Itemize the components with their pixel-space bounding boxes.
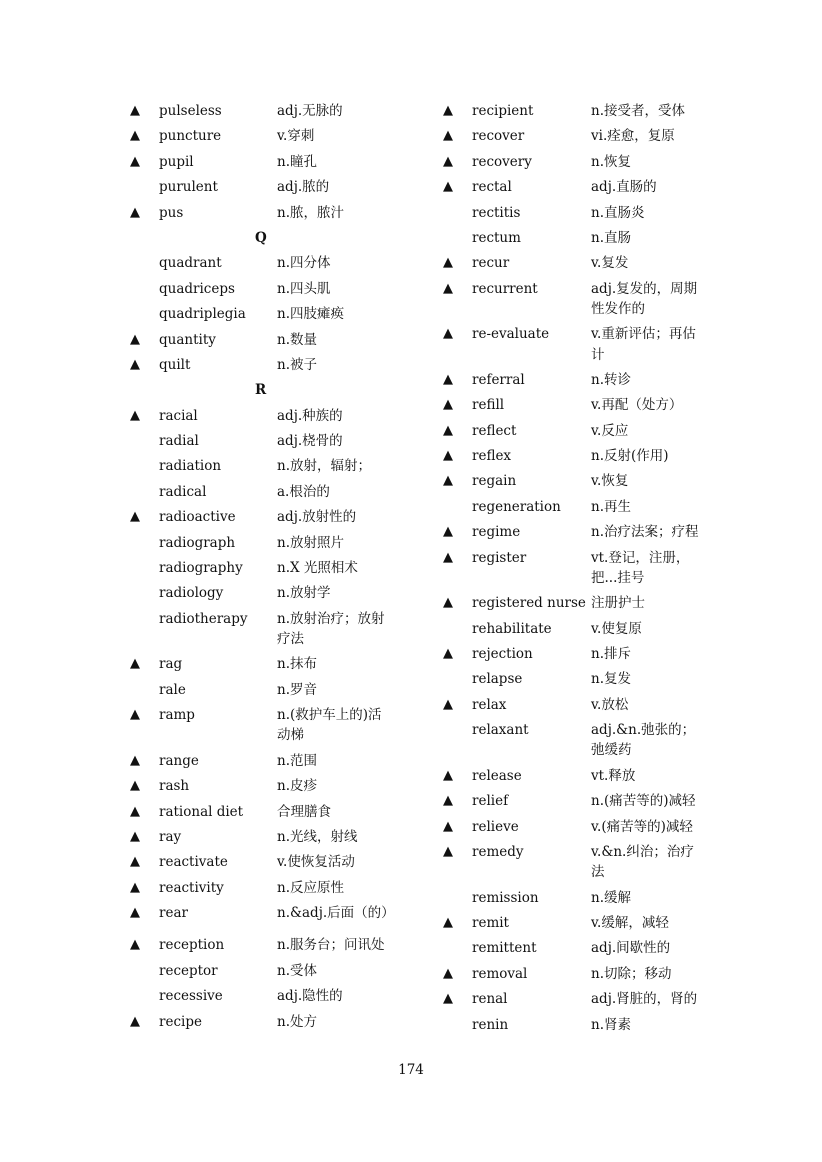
entry-term: ray <box>159 828 182 845</box>
entry-definition: n.数量 <box>277 331 317 348</box>
entry-term: relax <box>472 696 507 713</box>
glossary-entry <box>443 644 733 664</box>
entry-term: pulseless <box>159 103 222 119</box>
triangle-marker-icon: ▲ <box>130 153 140 169</box>
entry-definition: n.光线，射线 <box>277 828 358 845</box>
entry-definition: adj.种族的 <box>277 407 343 424</box>
glossary-entry <box>130 878 410 898</box>
entry-term: remit <box>472 914 509 931</box>
entry-definition: n.瞳孔 <box>277 153 317 170</box>
entry-definition: n.治疗法案；疗程 <box>591 524 699 541</box>
entry-term: radical <box>159 483 207 500</box>
glossary-entry <box>130 406 410 426</box>
glossary-entry <box>130 203 410 223</box>
entry-term: remedy <box>472 843 524 860</box>
triangle-marker-icon: ▲ <box>130 356 140 372</box>
glossary-entry <box>130 456 410 476</box>
entry-term: release <box>472 767 522 784</box>
glossary-entry <box>443 446 733 466</box>
page-number: 174 <box>398 1062 424 1078</box>
entry-term: quilt <box>159 356 191 373</box>
entry-definition: n.反射(作用) <box>591 448 669 465</box>
triangle-marker-icon: ▲ <box>443 549 453 565</box>
entry-definition: n.直肠炎 <box>591 204 645 221</box>
entry-term: reception <box>159 937 225 954</box>
entry-definition: n.放射治疗；放射疗法 <box>277 610 385 648</box>
glossary-entry <box>130 431 410 451</box>
triangle-marker-icon: ▲ <box>130 509 140 525</box>
triangle-marker-icon: ▲ <box>130 656 140 672</box>
entry-definition: n.被子 <box>277 356 317 373</box>
triangle-marker-icon: ▲ <box>443 371 453 387</box>
section-letter-heading: R <box>255 382 267 399</box>
entry-term: range <box>159 752 199 769</box>
entry-term: rale <box>159 681 186 698</box>
entry-term: re-evaluate <box>472 326 550 343</box>
entry-term: quadrant <box>159 255 222 272</box>
entry-term: reactivity <box>159 879 224 896</box>
triangle-marker-icon: ▲ <box>130 752 140 768</box>
glossary-entry <box>130 533 410 553</box>
entry-definition: n.放射学 <box>277 585 331 602</box>
entry-definition: n.X 光照相术 <box>277 560 358 577</box>
triangle-marker-icon: ▲ <box>443 280 453 296</box>
entry-term: recurrent <box>472 280 538 297</box>
entry-definition: v.穿刺 <box>277 128 315 145</box>
triangle-marker-icon: ▲ <box>443 397 453 413</box>
triangle-marker-icon: ▲ <box>443 818 453 834</box>
glossary-entry <box>443 888 733 908</box>
triangle-marker-icon: ▲ <box>130 803 140 819</box>
glossary-entry <box>130 961 410 981</box>
entry-definition: n.恢复 <box>591 153 631 170</box>
entry-definition: n.放射，辐射； <box>277 458 371 475</box>
entry-definition: v.使恢复活动 <box>277 854 355 871</box>
glossary-entry <box>130 986 410 1006</box>
glossary-entry <box>443 101 733 121</box>
entry-term: rear <box>159 905 188 922</box>
triangle-marker-icon: ▲ <box>130 128 140 144</box>
triangle-marker-icon: ▲ <box>443 326 453 342</box>
glossary-entry <box>130 903 410 923</box>
entry-definition: adj.复发的，周期性发作的 <box>591 280 698 317</box>
triangle-marker-icon: ▲ <box>130 204 140 220</box>
entry-term: relief <box>472 793 509 810</box>
glossary-entry <box>130 776 410 796</box>
entry-definition: n.(救护车上的)活动梯 <box>277 707 382 744</box>
glossary-entry <box>130 482 410 502</box>
entry-definition: n.缓解 <box>591 889 631 906</box>
triangle-marker-icon: ▲ <box>443 767 453 783</box>
glossary-entry <box>443 913 733 933</box>
glossary-entry <box>443 522 733 542</box>
glossary-entry <box>130 507 410 527</box>
entry-term: relieve <box>472 818 519 835</box>
triangle-marker-icon: ▲ <box>130 707 140 723</box>
glossary-entry <box>443 766 733 786</box>
entry-definition: v.反应 <box>591 422 629 439</box>
triangle-marker-icon: ▲ <box>443 914 453 930</box>
triangle-marker-icon: ▲ <box>130 828 140 844</box>
glossary-entry <box>443 842 733 882</box>
glossary-entry <box>443 152 733 172</box>
glossary-entry <box>443 720 733 760</box>
triangle-marker-icon: ▲ <box>443 991 453 1007</box>
entry-term: registered nurse <box>472 595 586 612</box>
entry-term: relapse <box>472 671 523 688</box>
entry-term: relaxant <box>472 722 529 739</box>
entry-term: pus <box>159 204 184 221</box>
glossary-entry <box>443 938 733 958</box>
entry-definition: adj.肾脏的，肾的 <box>591 991 698 1008</box>
glossary-entry <box>130 330 410 350</box>
triangle-marker-icon: ▲ <box>130 778 140 794</box>
entry-definition: v.再配（处方） <box>591 397 683 414</box>
entry-definition: n.罗音 <box>277 681 317 698</box>
entry-definition: n.转诊 <box>591 371 631 388</box>
entry-term: quadriceps <box>159 280 235 297</box>
entry-term: referral <box>472 371 525 388</box>
entry-term: radiation <box>159 458 222 475</box>
entry-definition: n.皮疹 <box>277 778 317 795</box>
glossary-entry <box>443 964 733 984</box>
entry-term: radial <box>159 433 199 450</box>
entry-term: radiotherapy <box>159 610 248 627</box>
glossary-entry <box>443 669 733 689</box>
entry-definition: n.&adj.后面（的） <box>277 905 395 922</box>
entry-term: purulent <box>159 179 218 196</box>
entry-term: remission <box>472 889 539 906</box>
entry-definition: v.放松 <box>591 696 629 713</box>
glossary-entry <box>130 126 410 146</box>
entry-definition: v.复发 <box>591 255 629 272</box>
triangle-marker-icon: ▲ <box>443 179 453 195</box>
triangle-marker-icon: ▲ <box>130 103 140 118</box>
glossary-entry <box>130 177 410 197</box>
entry-definition: n.再生 <box>591 498 631 515</box>
triangle-marker-icon: ▲ <box>443 646 453 662</box>
glossary-entry <box>443 228 733 248</box>
entry-definition: n.四肢瘫痪 <box>277 306 344 323</box>
glossary-entry <box>443 497 733 517</box>
entry-term: radiography <box>159 560 243 577</box>
glossary-entry <box>130 751 410 771</box>
entry-term: rag <box>159 656 183 673</box>
entry-definition: adj.间歇性的 <box>591 940 671 957</box>
entry-term: regime <box>472 524 521 541</box>
right-column <box>443 101 733 1040</box>
triangle-marker-icon: ▲ <box>130 879 140 895</box>
entry-term: refill <box>472 397 505 414</box>
glossary-entry <box>130 101 410 121</box>
glossary-entry <box>130 355 410 375</box>
triangle-marker-icon: ▲ <box>130 331 140 347</box>
entry-definition: a.根治的 <box>277 483 330 500</box>
entry-definition: n.抹布 <box>277 656 317 673</box>
entry-term: rehabilitate <box>472 620 552 637</box>
entry-term: ramp <box>159 707 195 724</box>
entry-definition: adj.&n.弛张的；弛缓药 <box>591 722 696 759</box>
glossary-entry <box>130 558 410 578</box>
triangle-marker-icon: ▲ <box>443 448 453 464</box>
entry-term: register <box>472 549 527 566</box>
entry-definition: n.受体 <box>277 962 317 979</box>
glossary-entry <box>130 253 410 273</box>
left-column <box>130 101 410 1037</box>
entry-definition: vi.痊愈，复原 <box>591 128 675 145</box>
entry-term: radiograph <box>159 534 236 551</box>
entry-term: removal <box>472 965 528 982</box>
entry-definition: v.重新评估；再估计 <box>591 326 696 363</box>
triangle-marker-icon: ▲ <box>443 153 453 169</box>
entry-definition: n.肾素 <box>591 1016 631 1033</box>
section-letter-heading: Q <box>255 229 267 246</box>
entry-definition: vt.释放 <box>591 767 636 784</box>
entry-definition: n.脓，脓汁 <box>277 204 344 221</box>
glossary-entry <box>130 705 410 745</box>
entry-term: reflex <box>472 448 512 465</box>
triangle-marker-icon: ▲ <box>443 422 453 438</box>
entry-term: remittent <box>472 940 537 957</box>
triangle-marker-icon: ▲ <box>443 103 453 118</box>
glossary-entry <box>130 152 410 172</box>
entry-definition: vt.登记，注册，把...挂号 <box>591 549 690 586</box>
entry-term: recessive <box>159 988 223 1005</box>
glossary-entry <box>443 471 733 491</box>
triangle-marker-icon: ▲ <box>130 905 140 921</box>
glossary-entry <box>130 935 410 955</box>
entry-term: quadriplegia <box>159 306 246 323</box>
entry-definition: v.使复原 <box>591 620 642 637</box>
entry-term: rational diet <box>159 803 244 820</box>
glossary-entry <box>443 695 733 715</box>
entry-definition: n.服务台；问讯处 <box>277 937 385 954</box>
entry-term: puncture <box>159 128 222 145</box>
glossary-entry <box>443 279 733 319</box>
glossary-entry <box>443 791 733 811</box>
glossary-entry <box>130 279 410 299</box>
entry-definition: n.四分体 <box>277 255 331 272</box>
glossary-entry <box>130 583 410 603</box>
glossary-entry <box>443 989 733 1009</box>
glossary-entry <box>130 680 410 700</box>
entry-term: rejection <box>472 646 533 663</box>
entry-term: pupil <box>159 153 194 170</box>
entry-definition: adj.脓的 <box>277 179 330 196</box>
entry-term: rash <box>159 778 190 795</box>
entry-term: quantity <box>159 331 216 348</box>
entry-term: renin <box>472 1016 509 1033</box>
triangle-marker-icon: ▲ <box>443 128 453 144</box>
triangle-marker-icon: ▲ <box>443 965 453 981</box>
entry-term: radiology <box>159 585 224 602</box>
glossary-entry <box>443 817 733 837</box>
glossary-entry <box>130 852 410 872</box>
triangle-marker-icon: ▲ <box>443 793 453 809</box>
glossary-entry <box>130 802 410 822</box>
entry-term: rectal <box>472 179 512 196</box>
entry-term: recipient <box>472 103 534 119</box>
glossary-entry <box>443 253 733 273</box>
glossary-entry <box>443 370 733 390</box>
entry-definition: n.复发 <box>591 671 631 688</box>
entry-term: radioactive <box>159 509 236 526</box>
triangle-marker-icon: ▲ <box>443 255 453 271</box>
entry-definition: n.四头肌 <box>277 280 331 297</box>
entry-definition: n.反应原性 <box>277 879 344 896</box>
glossary-entry <box>130 827 410 847</box>
triangle-marker-icon: ▲ <box>443 843 453 859</box>
entry-definition: v.(痛苦等的)减轻 <box>591 818 693 835</box>
triangle-marker-icon: ▲ <box>130 937 140 953</box>
glossary-entry <box>130 609 410 649</box>
glossary-entry <box>443 1015 733 1035</box>
entry-term: recipe <box>159 1013 202 1030</box>
glossary-entry <box>130 1012 410 1032</box>
entry-term: rectum <box>472 229 521 246</box>
entry-term: receptor <box>159 962 218 979</box>
glossary-entry <box>130 654 410 674</box>
entry-term: racial <box>159 407 198 424</box>
entry-term: renal <box>472 991 508 1008</box>
entry-definition: n.直肠 <box>591 229 631 246</box>
glossary-entry <box>443 324 733 364</box>
entry-definition: adj.无脉的 <box>277 103 343 119</box>
entry-definition: v.缓解，减轻 <box>591 914 669 931</box>
entry-term: regeneration <box>472 498 561 515</box>
entry-term: recur <box>472 255 510 272</box>
entry-term: recovery <box>472 153 532 170</box>
entry-definition: adj.放射性的 <box>277 509 357 526</box>
glossary-entry <box>443 548 733 588</box>
entry-term: recover <box>472 128 525 145</box>
entry-definition: 合理膳食 <box>277 803 331 820</box>
glossary-entry <box>443 421 733 441</box>
entry-term: regain <box>472 473 517 490</box>
entry-term: rectitis <box>472 204 521 221</box>
triangle-marker-icon: ▲ <box>443 473 453 489</box>
entry-definition: adj.桡骨的 <box>277 433 343 450</box>
entry-definition: n.排斥 <box>591 646 631 663</box>
triangle-marker-icon: ▲ <box>443 595 453 611</box>
triangle-marker-icon: ▲ <box>130 1013 140 1029</box>
triangle-marker-icon: ▲ <box>443 696 453 712</box>
entry-definition: 注册护士 <box>591 595 645 612</box>
triangle-marker-icon: ▲ <box>443 524 453 540</box>
glossary-entry <box>443 593 733 613</box>
entry-definition: adj.隐性的 <box>277 988 343 1005</box>
glossary-entry <box>443 126 733 146</box>
glossary-entry <box>443 203 733 223</box>
entry-definition: n.(痛苦等的)减轻 <box>591 793 696 810</box>
entry-definition: v.恢复 <box>591 473 629 490</box>
glossary-entry <box>130 304 410 324</box>
entry-term: reflect <box>472 422 517 439</box>
entry-definition: n.切除；移动 <box>591 965 672 982</box>
entry-definition: n.放射照片 <box>277 534 344 551</box>
entry-definition: v.&n.纠治；治疗法 <box>591 843 694 881</box>
glossary-entry <box>443 177 733 197</box>
glossary-entry <box>443 619 733 639</box>
entry-definition: n.接受者，受体 <box>591 103 685 119</box>
entry-definition: adj.直肠的 <box>591 179 657 196</box>
triangle-marker-icon: ▲ <box>130 407 140 423</box>
triangle-marker-icon: ▲ <box>130 854 140 870</box>
entry-definition: n.范围 <box>277 752 317 769</box>
glossary-entry <box>443 395 733 415</box>
entry-term: reactivate <box>159 854 228 871</box>
entry-definition: n.处方 <box>277 1013 317 1030</box>
